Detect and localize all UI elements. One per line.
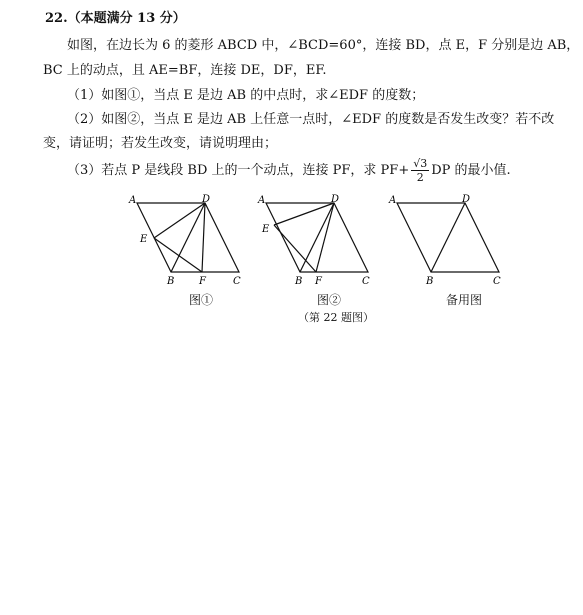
- figure-title: （第 22 题图）: [298, 311, 374, 324]
- fig1-label-d: D: [202, 194, 211, 205]
- fig1-label-f: F: [199, 276, 206, 287]
- fig3-label-b: B: [426, 276, 434, 287]
- fig2-label-d: D: [331, 194, 340, 205]
- fig2-label-c: C: [362, 276, 370, 287]
- fig2-label-a: A: [258, 195, 266, 206]
- fig3-label-a: A: [389, 195, 397, 206]
- fig2-label-b: B: [295, 276, 303, 287]
- problem-header: 22.（本题满分 13 分）: [45, 11, 186, 26]
- figure-1-caption: 图①: [189, 293, 214, 307]
- fig3-label-c: C: [493, 276, 501, 287]
- fig1-label-c: C: [233, 276, 241, 287]
- question-3-suffix: DP 的最小值.: [431, 163, 511, 178]
- fig1-label-b: B: [167, 276, 175, 287]
- fraction-numerator: √3: [413, 157, 428, 170]
- figure-2-diagram: [254, 192, 379, 287]
- sqrt3-over-2-fraction: [411, 157, 429, 184]
- figure-1-diagram: [125, 192, 250, 287]
- fig2-label-e: E: [262, 224, 270, 235]
- fig2-label-f: F: [315, 276, 322, 287]
- fig3-label-d: D: [462, 194, 471, 205]
- figure-2-caption: 图②: [317, 293, 342, 307]
- problem-intro-line1: 如图，在边长为 6 的菱形 ABCD 中，∠BCD=60°，连接 BD，点 E，F 分别是边 AB，: [67, 38, 580, 53]
- fraction-denominator: 2: [416, 171, 424, 184]
- question-2-line2: 变，请证明；若发生改变，请说明理由；: [43, 136, 278, 151]
- figure-3-diagram: [385, 192, 510, 287]
- fig1-label-e: E: [140, 234, 148, 245]
- problem-intro-line2: BC 上的动点，且 AE=BF，连接 DE，DF，EF.: [43, 63, 327, 78]
- fig1-label-a: A: [129, 195, 137, 206]
- question-2-line1: （2）如图②，当点 E 是边 AB 上任意一点时，∠EDF 的度数是否发生改变？若不改: [67, 112, 555, 127]
- figure-3-caption: 备用图: [446, 293, 483, 307]
- question-3-prefix: （3）若点 P 是线段 BD 上的一个动点，连接 PF，求 PF+: [67, 163, 410, 178]
- question-3: [67, 157, 511, 184]
- question-1: （1）如图①，当点 E 是边 AB 的中点时，求∠EDF 的度数；: [67, 88, 425, 103]
